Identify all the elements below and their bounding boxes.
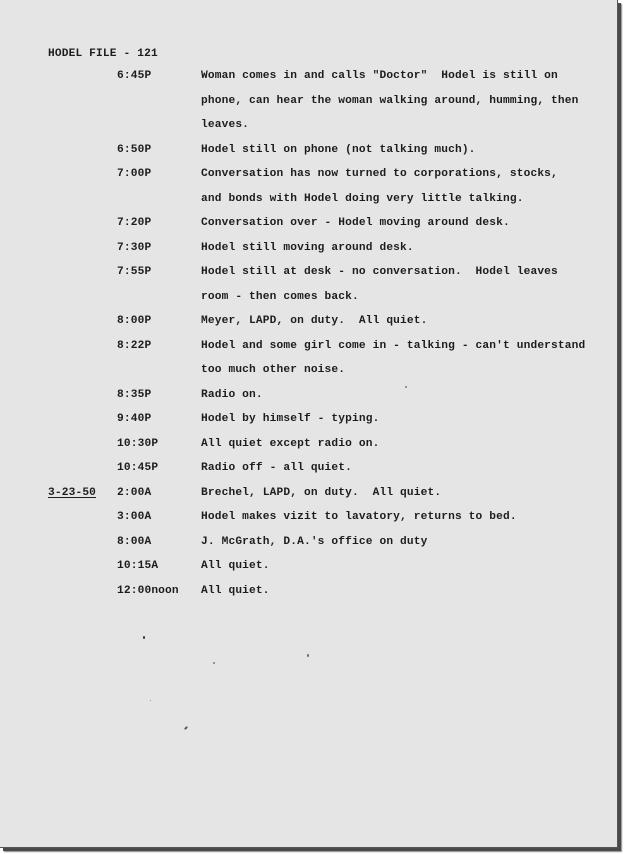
entry-time: 7:30P	[117, 241, 152, 254]
entry-text-line: Hodel by himself - typing.	[201, 413, 380, 425]
entry-time: 8:00A	[117, 535, 152, 548]
entry-text-line: Hodel still on phone (not talking much).	[201, 143, 476, 156]
document-header: HODEL FILE - 121	[48, 48, 158, 60]
entry-text-line: Hodel and some girl come in - talking - can't understand	[201, 339, 586, 352]
entry-text-line: Radio off - all quiet.	[201, 462, 352, 474]
entry-text-line: Conversation has now turned to corporations, stocks,	[201, 168, 558, 180]
entry-text-line: Conversation over - Hodel moving around desk.	[201, 217, 510, 229]
entry-time: 9:40P	[117, 413, 152, 425]
entry-time: 12:00noon	[117, 584, 179, 597]
entry-time: 3:00A	[117, 511, 152, 523]
entry-time: 6:45P	[117, 70, 152, 82]
entry-text-line: Radio on.	[201, 388, 263, 401]
entry-time: 8:22P	[117, 339, 152, 352]
entry-text-line: room - then comes back.	[201, 290, 359, 303]
entry-time: 6:50P	[117, 143, 152, 156]
stray-mark	[184, 726, 188, 730]
entry-time: 7:00P	[117, 168, 152, 180]
entry-time: 8:00P	[117, 315, 152, 327]
entry-text-line: Hodel still moving around desk.	[201, 241, 414, 254]
stray-mark	[405, 386, 407, 388]
entry-time: 2:00A	[117, 486, 152, 499]
entry-text-line: leaves.	[201, 119, 250, 131]
entry-text-line: All quiet except radio on.	[201, 437, 380, 450]
entry-text-line: Woman comes in and calls "Doctor" Hodel is still on	[201, 70, 558, 82]
entry-time: 10:45P	[117, 462, 159, 474]
stray-mark	[213, 662, 215, 664]
entry-text-line: and bonds with Hodel doing very little talking.	[201, 192, 524, 205]
entry-text-line: Hodel still at desk - no conversation. Hodel leaves	[201, 266, 558, 278]
entry-time: 7:55P	[117, 266, 152, 278]
entry-text-line: All quiet.	[201, 584, 270, 597]
entry-text-line: too much other noise.	[201, 364, 346, 376]
entry-text-line: Brechel, LAPD, on duty. All quiet.	[201, 486, 442, 499]
entry-time: 10:15A	[117, 560, 159, 572]
entry-text-line: J. McGrath, D.A.'s office on duty	[201, 535, 428, 548]
entry-time: 10:30P	[117, 437, 159, 450]
entry-text-line: Meyer, LAPD, on duty. All quiet.	[201, 315, 428, 327]
stray-mark	[307, 654, 309, 657]
entry-text-line: All quiet.	[201, 560, 270, 572]
entry-text-line: phone, can hear the woman walking around, humming, then	[201, 94, 579, 107]
entry-text-line: Hodel makes vizit to lavatory, returns to bed.	[201, 511, 517, 523]
entry-date: 3-23-50	[48, 486, 97, 499]
stray-mark	[143, 636, 145, 639]
entry-time: 7:20P	[117, 217, 152, 229]
stray-mark	[150, 700, 151, 701]
entry-time: 8:35P	[117, 388, 152, 401]
